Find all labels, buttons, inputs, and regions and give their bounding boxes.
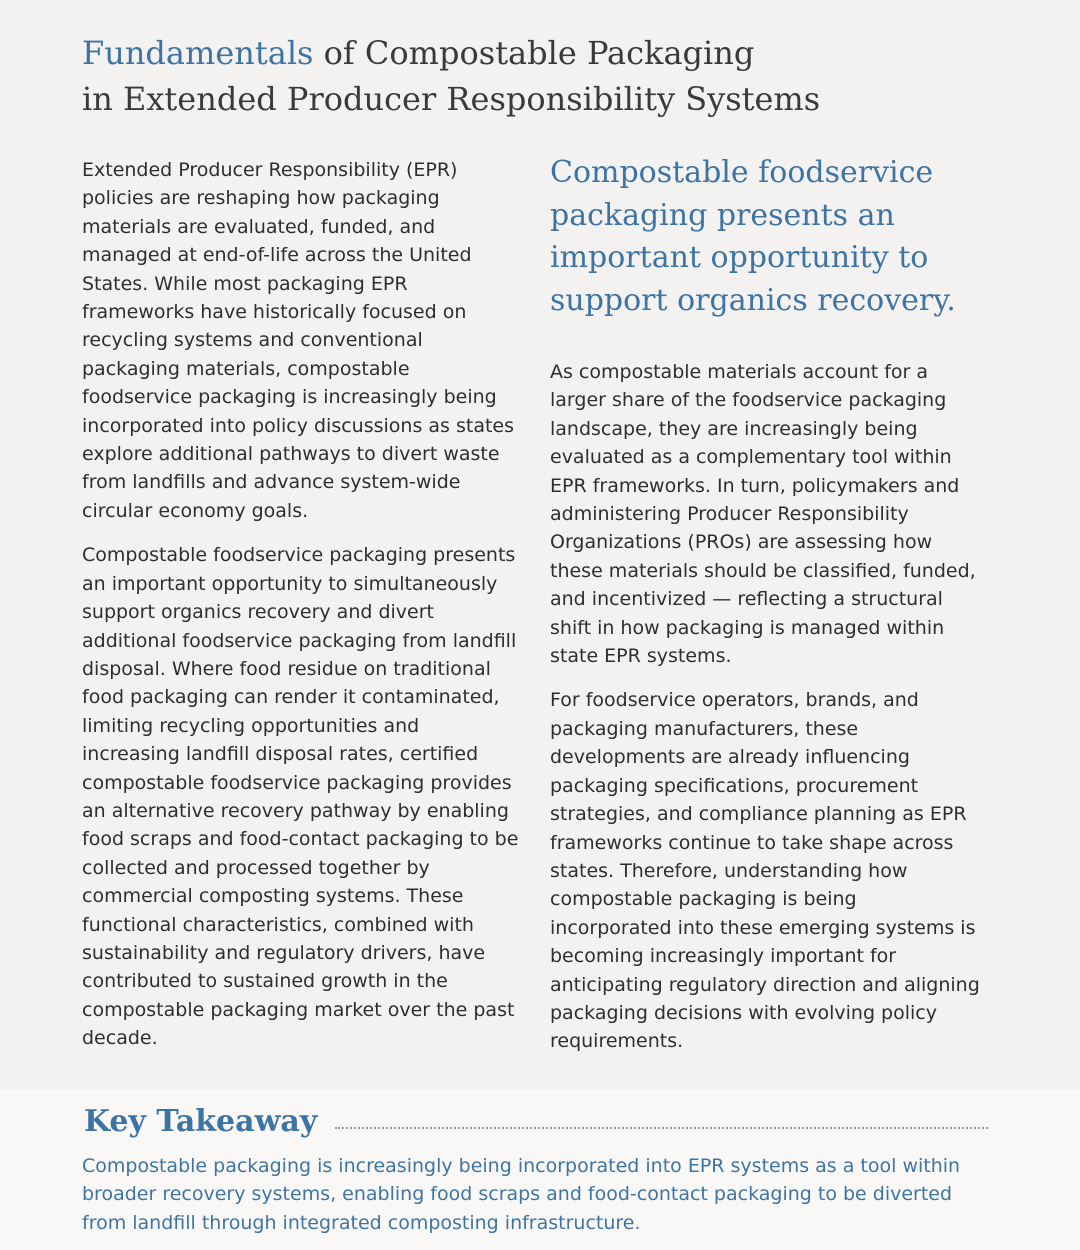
right-paragraph-1: As compostable materials account for a larger share of the foodservice packaging landscape, they are increasingly being evaluated as a complementary tool within EPR frameworks. In turn, policymakers and administering Producer Responsibility Organizations (PROs) are assessing how these materials should be classified, funded, and incentivized — reflecting a structural shift in how packaging is managed within state EPR systems. bbox=[550, 361, 976, 668]
right-column bbox=[550, 156, 980, 1072]
pull-quote: Compostable foodservice packaging presents an important opportunity to support organics recovery. bbox=[550, 155, 956, 318]
title-line2: in Extended Producer Responsibility Systems bbox=[82, 80, 821, 118]
key-takeaway-header bbox=[84, 1104, 988, 1139]
left-paragraph-1: Extended Producer Responsibility (EPR) policies are reshaping how packaging materials are evaluated, funded, and managed at end-of-life across the United States. While most packaging EPR frameworks have historically focused on recycling systems and conventional packaging materials, compostable foodservice packaging is increasingly being incorporated into policy discussions as states explore additional pathways to divert waste from landfills and advance system-wide circular economy goals. bbox=[82, 159, 515, 522]
key-takeaway-box bbox=[0, 1090, 1080, 1250]
key-takeaway-heading: Key Takeaway bbox=[84, 1104, 318, 1139]
left-paragraph-2: Compostable foodservice packaging presents an important opportunity to simultaneously support organics recovery and divert additional foodservice packaging from landfill disposal. Where food residue on traditional food packaging can render it contaminated, limiting recycling opportunities and increasing landfill disposal rates, certified compostable foodservice packaging provides an alternative recovery pathway by enabling food scraps and food-contact packaging to be collected and processed together by commercial composting systems. These functional characteristics, combined with sustainability and regulatory drivers, have contributed to sustained growth in the compostable packaging market over the past decade. bbox=[82, 544, 519, 1050]
key-takeaway-text: Compostable packaging is increasingly being incorporated into EPR systems as a tool within broader recovery systems, enabling food scraps and food-contact packaging to be diverted from landfill through integrated composting infrastructure. bbox=[82, 1155, 961, 1234]
right-paragraph-2: For foodservice operators, brands, and packaging manufacturers, these developments are already influencing packaging specifications, procurement strategies, and compliance planning as EPR frameworks continue to take shape across states. Therefore, understanding how compostable packaging is being incorporated into these emerging systems is becoming increasingly important for anticipating regulatory direction and aligning packaging decisions with evolving policy requirements. bbox=[550, 689, 980, 1053]
title-line1-rest: of Compostable Packaging bbox=[313, 34, 755, 72]
dotted-divider bbox=[335, 1127, 988, 1129]
left-column bbox=[82, 156, 522, 1069]
page-title bbox=[82, 30, 1002, 122]
title-accent: Fundamentals bbox=[82, 34, 314, 72]
